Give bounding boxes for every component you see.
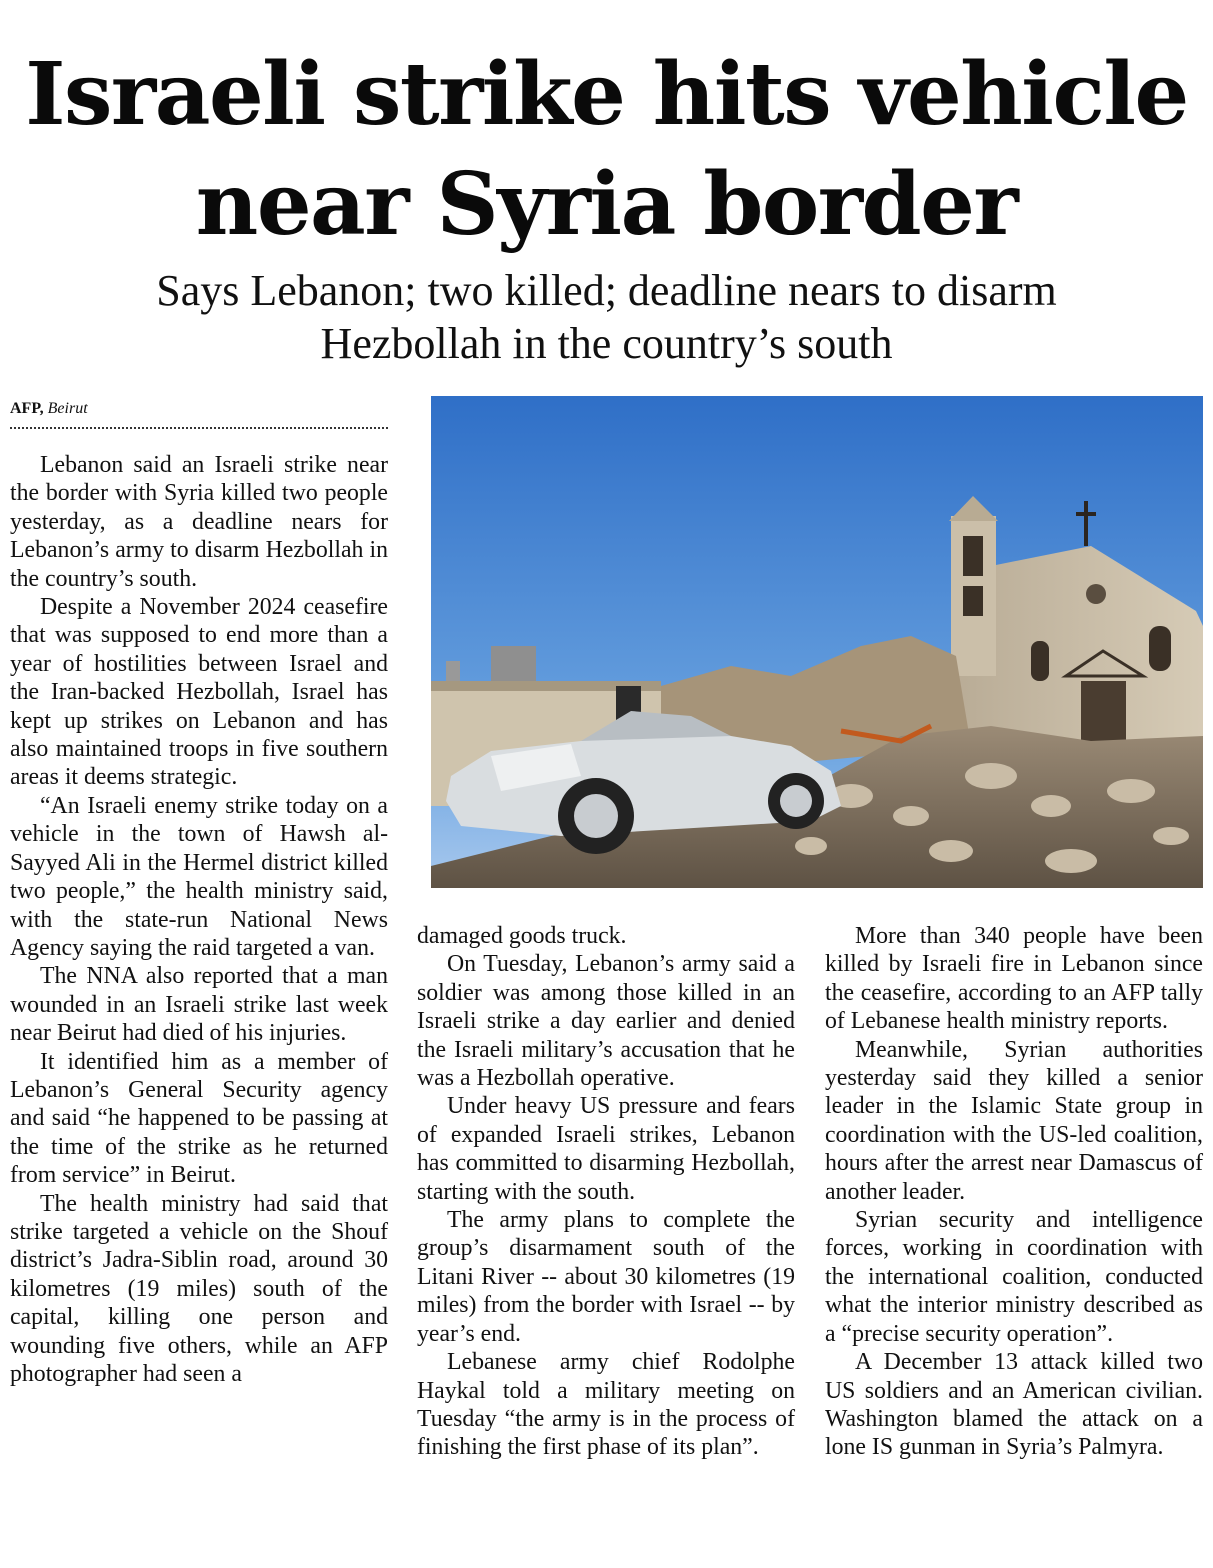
paragraph: Meanwhile, Syrian authorities yesterday said they killed a senior leader in the Islamic State group in coordination with the US-led coalition, hours after the arrest near Damascus of another leader.	[825, 1036, 1203, 1205]
article-column-3	[825, 922, 1203, 1462]
article-column-2	[417, 922, 795, 1462]
paragraph: Lebanon said an Israeli strike near the border with Syria killed two people yesterday, as a deadline nears for Lebanon’s army to disarm Hezbollah in the country’s south.	[10, 452, 388, 592]
paragraph: The army plans to complete the group’s disarmament south of the Litani River -- about 30 kilometres (19 miles) from the border with Israel -- by year’s end.	[417, 1207, 795, 1347]
photo-destroyed-car-and-church	[431, 396, 1203, 888]
subheadline	[0, 264, 1213, 370]
headline-line-2: near Syria border	[195, 154, 1018, 255]
paragraph: “An Israeli enemy strike today on a vehicle in the town of Hawsh al-Sayyed Ali in the Hermel district killed two people,” the health ministry said, with the state-run National News Agency saying the raid targeted a van.	[10, 792, 388, 961]
article-column-1	[10, 451, 388, 1388]
paragraph: A December 13 attack killed two US soldiers and an American civilian. Washington blamed the attack on a lone IS gunman in Syria’s Palmyra.	[825, 1349, 1203, 1461]
byline-place: Beirut	[47, 400, 88, 417]
paragraph-continued: damaged goods truck.	[417, 923, 627, 949]
subheadline-line-2: Hezbollah in the country’s south	[320, 319, 893, 368]
paragraph: Under heavy US pressure and fears of expanded Israeli strikes, Lebanon has committed to disarming Hezbollah, starting with the south.	[417, 1093, 795, 1205]
byline-agency: AFP,	[10, 400, 44, 417]
paragraph: Despite a November 2024 ceasefire that was supposed to end more than a year of hostilities between Israel and the Iran-backed Hezbollah, Israel has kept up strikes on Lebanon and has also maintained troops in five southern areas it deems strategic.	[10, 594, 388, 791]
paragraph: It identified him as a member of Lebanon’s General Security agency and said “he happened to be passing at the time of the strike as he returned from service” in Beirut.	[10, 1048, 388, 1189]
headline	[0, 40, 1213, 260]
paragraph: Syrian security and intelligence forces, working in coordination with the international coalition, conducted what the interior ministry described as a “precise security operation”.	[825, 1207, 1203, 1347]
paragraph: The NNA also reported that a man wounded in an Israeli strike last week near Beirut had died of his injuries.	[10, 963, 388, 1047]
paragraph: The health ministry had said that strike targeted a vehicle on the Shouf district’s Jadra-Siblin road, around 30 kilometres (19 miles) south of the capital, killing one person and wounding five others, while an AFP photographer had seen a	[10, 1190, 388, 1387]
subheadline-line-1: Says Lebanon; two killed; deadline nears to disarm	[156, 266, 1057, 315]
news-photo	[431, 396, 1203, 888]
byline	[10, 397, 388, 429]
paragraph: On Tuesday, Lebanon’s army said a soldier was among those killed in an Israeli strike a day earlier and denied the Israeli military’s accusation that he was a Hezbollah operative.	[417, 951, 795, 1092]
paragraph: More than 340 people have been killed by Israeli fire in Lebanon since the ceasefire, according to an AFP tally of Lebanese health ministry reports.	[825, 923, 1203, 1035]
paragraph: Lebanese army chief Rodolphe Haykal told a military meeting on Tuesday “the army is in the process of finishing the first phase of its plan”.	[417, 1349, 795, 1461]
headline-line-1: Israeli strike hits vehicle	[25, 44, 1188, 145]
